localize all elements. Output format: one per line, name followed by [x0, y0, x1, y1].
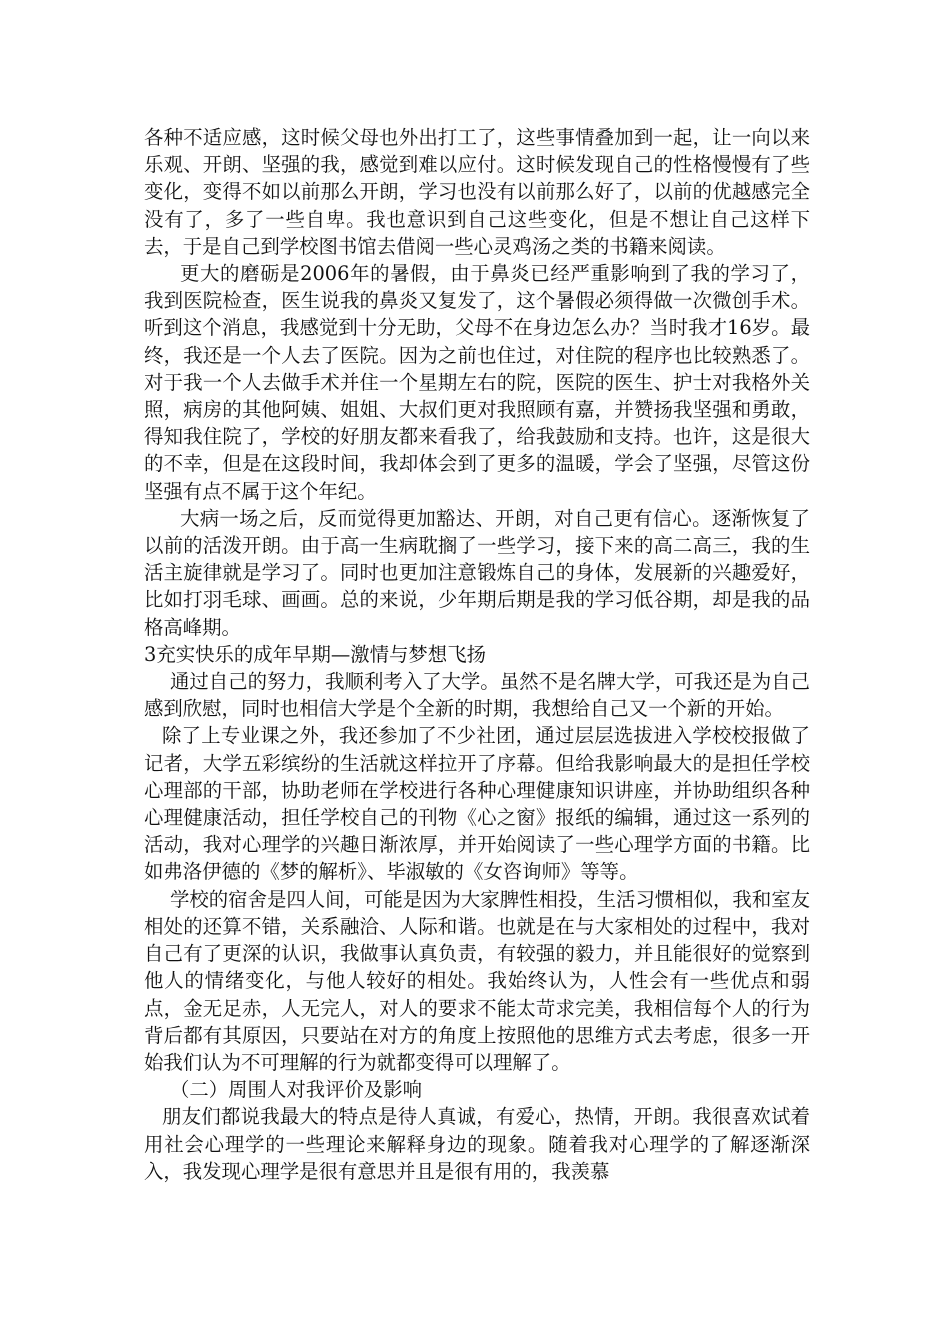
section-heading-3: 3充实快乐的成年早期—激情与梦想飞扬 — [144, 642, 486, 666]
document-page — [144, 124, 810, 1185]
subsection-heading-2: （二）周围人对我评价及影响 — [170, 1078, 423, 1102]
paragraph-1: 各种不适应感，这时候父母也外出打工了，这些事情叠加到一起，让一向以来乐观、开朗、坚强的我，感觉到难以应付。这时候发现自己的性格慢慢有了些变化，变得不如以前那么开朗，学习也没有以前那么好了，以前的优越感完全没有了，多了一些自卑。我也意识到自己这些变化，但是不想让自己这样下去，于是自己到学校图书馆去借阅一些心灵鸡汤之类的书籍来阅读。 — [144, 126, 810, 258]
paragraph-5: 除了上专业课之外，我还参加了不少社团，通过层层选拔进入学校校报做了记者，大学五彩缤纷的生活就这样拉开了序幕。但给我影响最大的是担任学校心理部的干部，协助老师在学校进行各种心理健康知识讲座，并协助组织各种心理健康活动，担任学校自己的刊物《心之窗》报纸的编辑，通过这一系列的活动，我对心理学的兴趣日渐浓厚，并开始阅读了一些心理学方面的书籍。比如弗洛伊德的《梦的解析》、毕淑敏的《女咨询师》等等。 — [144, 724, 810, 884]
paragraph-6: 学校的宿舍是四人间，可能是因为大家脾性相投，生活习惯相似，我和室友相处的还算不错，关系融洽、人际和谐。也就是在与大家相处的过程中，我对自己有了更深的认识，我做事认真负责，有较强的毅力，并且能很好的觉察到他人的情绪变化，与他人较好的相处。我始终认为，人性会有一些优点和弱点，金无足赤，人无完人，对人的要求不能太苛求完美，我相信每个人的行为背后都有其原因，只要站在对方的角度上按照他的思维方式去考虑，很多一开始我们认为不可理解的行为就都变得可以理解了。 — [144, 887, 810, 1074]
paragraph-3: 大病一场之后，反而觉得更加豁达、开朗，对自己更有信心。逐渐恢复了以前的活泼开朗。由于高一生病耽搁了一些学习，接下来的高二高三，我的生活主旋律就是学习了。同时也更加注意锻炼自己的身体，发展新的兴趣爱好，比如打羽毛球、画画。总的来说，少年期后期是我的学习低谷期，却是我的品格高峰期。 — [144, 506, 810, 639]
paragraph-2: 更大的磨砺是2006年的暑假，由于鼻炎已经严重影响到了我的学习了，我到医院检查，医生说我的鼻炎又复发了，这个暑假必须得做一次微创手术。听到这个消息，我感觉到十分无助，父母不在身边怎么办？当时我才16岁。最终，我还是一个人去了医院。因为之前也住过，对住院的程序也比较熟悉了。对于我一个人去做手术并住一个星期左右的院，医院的医生、护士对我格外关照，病房的其他阿姨、姐姐、大叔们更对我照顾有嘉，并赞扬我坚强和勇敢，得知我住院了，学校的好朋友都来看我了，给我鼓励和支持。也许，这是很大的不幸，但是在这段时间，我却体会到了更多的温暖，学会了坚强，尽管这份坚强有点不属于这个年纪。 — [144, 262, 810, 503]
paragraph-7: 朋友们都说我最大的特点是待人真诚，有爱心，热情，开朗。我很喜欢试着用社会心理学的一些理论来解释身边的现象。随着我对心理学的了解逐渐深入，我发现心理学是很有意思并且是很有用的，我羡慕 — [144, 1105, 810, 1183]
paragraph-4: 通过自己的努力，我顺利考入了大学。虽然不是名牌大学，可我还是为自己感到欣慰，同时也相信大学是个全新的时期，我想给自己又一个新的开始。 — [144, 670, 810, 721]
